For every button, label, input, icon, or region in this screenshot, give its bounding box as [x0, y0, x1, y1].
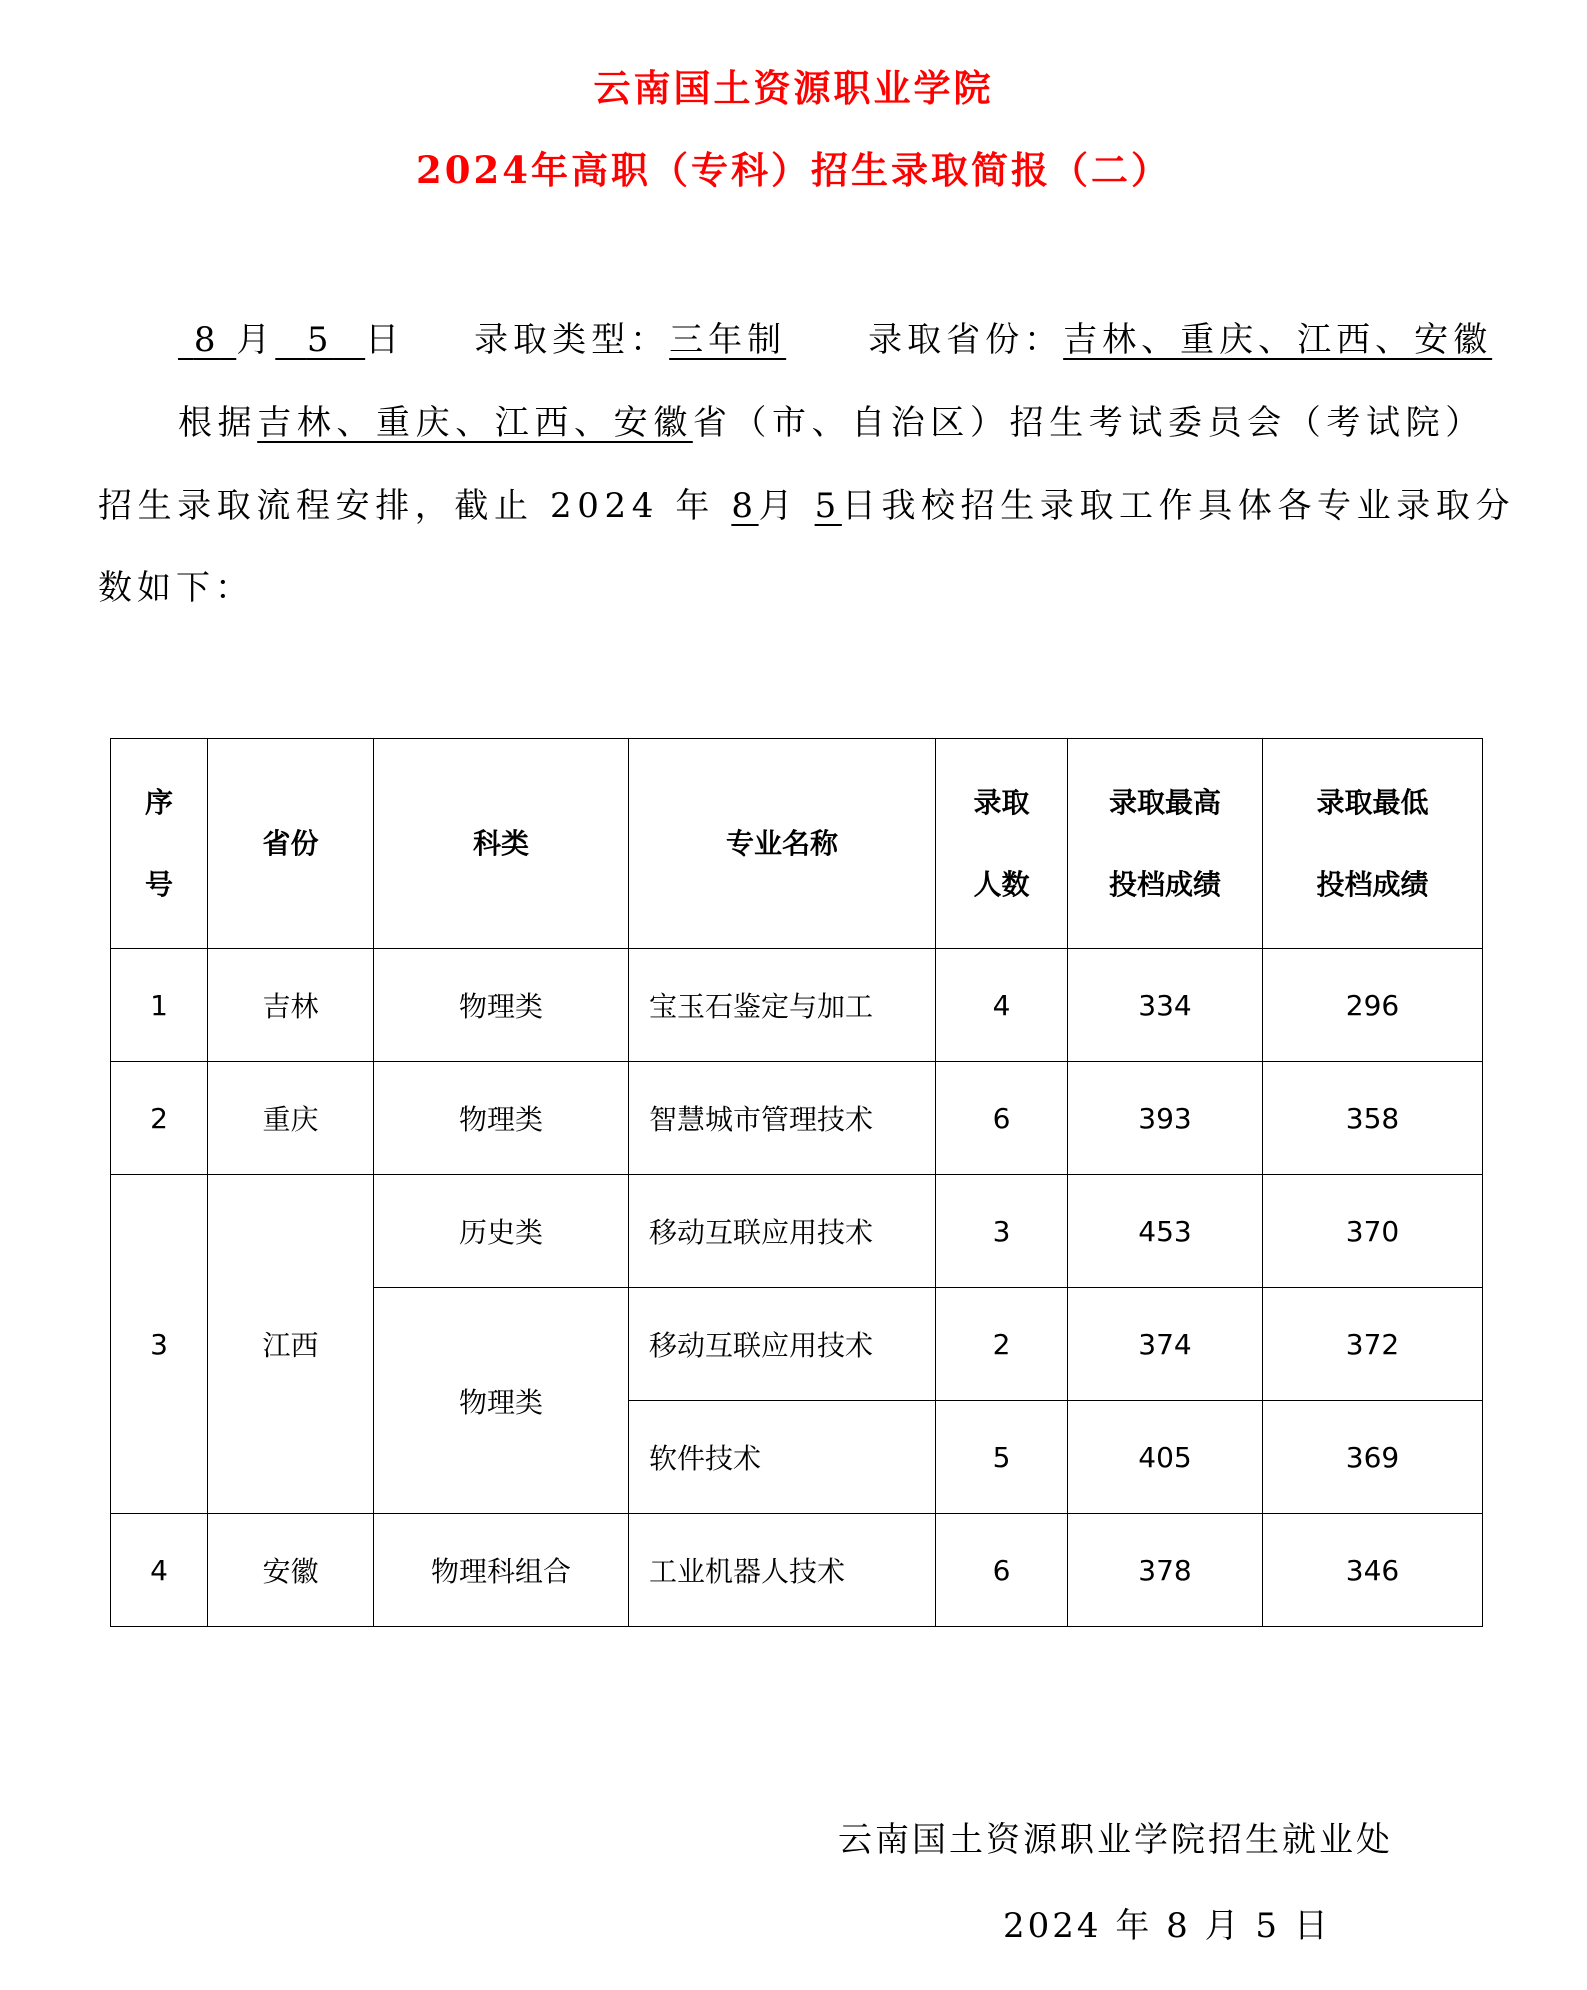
- body-text: 招生录取流程安排，截止 2024 年: [98, 486, 732, 526]
- cell-major: 移动互联应用技术: [629, 1175, 936, 1288]
- cell-category: 物理科组合: [374, 1514, 629, 1627]
- table-row: [111, 949, 1483, 1062]
- cell-min-score: 346: [1263, 1514, 1483, 1627]
- page-title: 云南国土资源职业学院: [593, 66, 994, 110]
- body-provinces: 吉林、重庆、江西、安徽: [257, 403, 693, 443]
- admission-type-value: 三年制: [669, 320, 787, 360]
- cell-count: 6: [936, 1062, 1068, 1175]
- cell-count: 2: [936, 1288, 1068, 1401]
- body-text: 根据: [178, 403, 258, 443]
- footer-organization: 云南国土资源职业学院招生就业处: [838, 1820, 1393, 1860]
- body-day: 5: [814, 486, 842, 526]
- header-count: 录取 人数: [936, 739, 1068, 949]
- info-month: 8: [193, 320, 221, 360]
- cell-category: 历史类: [374, 1175, 629, 1288]
- cell-max-score: 405: [1068, 1401, 1263, 1514]
- cell-max-score: 453: [1068, 1175, 1263, 1288]
- cell-category: 物理类: [374, 1062, 629, 1175]
- header-category: 科类: [374, 739, 629, 949]
- cell-min-score: 372: [1263, 1288, 1483, 1401]
- body-paragraph-line-2: [98, 478, 1515, 527]
- cell-province: 重庆: [208, 1062, 374, 1175]
- page-subtitle: 2024年高职（专科）招生录取简报（二）: [416, 148, 1171, 192]
- table-header-row: [111, 739, 1483, 949]
- body-paragraph-line-1: [178, 395, 1485, 444]
- info-line: [178, 312, 1492, 361]
- cell-max-score: 374: [1068, 1288, 1263, 1401]
- cell-max-score: 393: [1068, 1062, 1263, 1175]
- admission-score-table: [110, 738, 1483, 1627]
- cell-min-score: 370: [1263, 1175, 1483, 1288]
- info-month-unit: 月: [236, 320, 276, 360]
- cell-min-score: 369: [1263, 1401, 1483, 1514]
- cell-min-score: 358: [1263, 1062, 1483, 1175]
- body-text: 数如下：: [98, 568, 254, 608]
- info-day-unit: 日: [365, 320, 405, 360]
- body-text: 日我校招生录取工作具体各专业录取分: [841, 486, 1516, 526]
- admission-province-value: 吉林、重庆、江西、安徽: [1063, 320, 1493, 360]
- cell-count: 4: [936, 949, 1068, 1062]
- header-max-score: 录取最高 投档成绩: [1068, 739, 1263, 949]
- admission-type-label: 录取类型：: [474, 320, 670, 360]
- cell-major: 软件技术: [629, 1401, 936, 1514]
- cell-province: 安徽: [208, 1514, 374, 1627]
- cell-seq: 1: [111, 949, 208, 1062]
- header-min-score: 录取最低 投档成绩: [1263, 739, 1483, 949]
- header-province: 省份: [208, 739, 374, 949]
- body-text: 省（市、自治区）招生考试委员会（考试院）: [692, 403, 1485, 443]
- header-major: 专业名称: [629, 739, 936, 949]
- header-seq: 序 号: [111, 739, 208, 949]
- cell-seq: 3: [111, 1175, 208, 1514]
- cell-max-score: 334: [1068, 949, 1263, 1062]
- admission-province-label: 录取省份：: [868, 320, 1064, 360]
- table-row: [111, 1514, 1483, 1627]
- info-day: 5: [306, 320, 334, 360]
- body-month: 8: [731, 486, 759, 526]
- cell-count: 3: [936, 1175, 1068, 1288]
- table-row: [111, 1062, 1483, 1175]
- cell-count: 6: [936, 1514, 1068, 1627]
- cell-category: 物理类: [374, 949, 629, 1062]
- cell-max-score: 378: [1068, 1514, 1263, 1627]
- table-row: [111, 1175, 1483, 1288]
- cell-count: 5: [936, 1401, 1068, 1514]
- cell-seq: 4: [111, 1514, 208, 1627]
- cell-seq: 2: [111, 1062, 208, 1175]
- cell-major: 工业机器人技术: [629, 1514, 936, 1627]
- cell-category: 物理类: [374, 1288, 629, 1514]
- body-paragraph-line-3: [98, 560, 254, 609]
- cell-major: 智慧城市管理技术: [629, 1062, 936, 1175]
- cell-province: 吉林: [208, 949, 374, 1062]
- cell-major: 移动互联应用技术: [629, 1288, 936, 1401]
- footer-date: 2024 年 8 月 5 日: [1003, 1906, 1331, 1946]
- body-text: 月: [758, 486, 815, 526]
- cell-min-score: 296: [1263, 949, 1483, 1062]
- cell-province: 江西: [208, 1175, 374, 1514]
- cell-major: 宝玉石鉴定与加工: [629, 949, 936, 1062]
